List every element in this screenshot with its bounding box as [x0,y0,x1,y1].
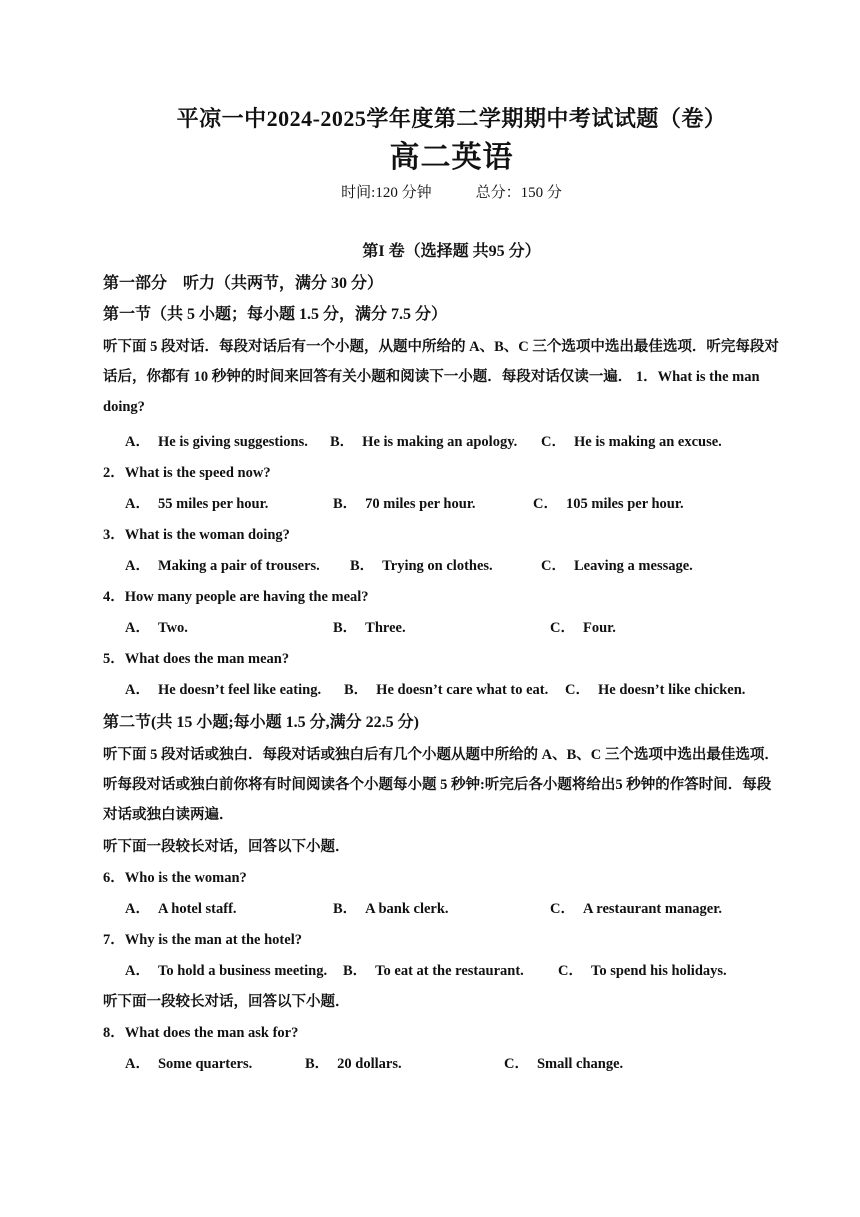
option-b: B． A bank clerk. [333,901,449,917]
volume-heading: 第I 卷（选择题 共95 分） [362,243,541,260]
option-b: B． He is making an apology. [330,434,518,450]
exam-time: 时间:120 分钟 [341,185,432,201]
section2-heading: 第二节(共 15 小题;每小题 1.5 分,满分 22.5 分) [103,714,419,731]
q3-options [103,555,782,577]
section2-instructions: 听下面 5 段对话或独白．每段对话或独白后有几个小题从题中所给的 A、B、C 三个选项中选出最佳选项．听每段对话或独白前你将有时间阅读各个小题每小题 5 秒钟:听完后各小题将给出5 秒钟的作答时间．每段对话或独白读两遍． [103,747,779,823]
exam-header [103,0,782,204]
option-c: C． Four. [550,620,616,636]
option-a: A． Some quarters. [125,1056,253,1072]
option-b: B． Trying on clothes. [350,558,493,574]
option-a: A． Two. [125,620,188,636]
question-4: 4．How many people are having the meal? [103,589,369,605]
q4-options [103,617,782,639]
q6-options [103,898,782,920]
q1-options [103,431,782,453]
option-c: C． To spend his holidays. [558,963,727,979]
section1-heading: 第一节（共 5 小题；每小题 1.5 分，满分 7.5 分） [103,306,448,323]
q2-options [103,493,782,515]
question-8: 8．What does the man ask for? [103,1025,299,1041]
option-b: B． He doesn’t care what to eat. [344,682,549,698]
option-c: C． 105 miles per hour. [533,496,684,512]
option-a: A． To hold a business meeting. [125,963,328,979]
option-a: A． He is giving suggestions. [125,434,308,450]
option-b: B． To eat at the restaurant. [343,963,524,979]
section2-note-2: 听下面一段较长对话，回答以下小题． [103,994,350,1010]
question-3: 3．What is the woman doing? [103,527,290,543]
exam-meta [121,182,782,204]
question-5: 5．What does the man mean? [103,651,290,667]
q5-options [103,679,782,701]
option-b: B． 70 miles per hour. [333,496,476,512]
exam-total: 总分：150 分 [475,185,562,201]
option-c: C． Small change. [504,1056,624,1072]
option-c: C． He is making an excuse. [541,434,722,450]
option-c: C． Leaving a message. [541,558,693,574]
exam-subject: 高二英语 [389,141,514,174]
section1-instructions: 听下面 5 段对话．每段对话后有一个小题，从题中所给的 A、B、C 三个选项中选出最佳选项．听完每段对话后，你都有 10 秒钟的时间来回答有关小题和阅读下一小题．每段对话仅读一遍． 1．What is the man doing? [103,339,779,415]
part1-heading: 第一部分 听力（共两节，满分 30 分） [103,275,384,292]
question-6: 6．Who is the woman? [103,870,247,886]
option-a: A． He doesn’t feel like eating. [125,682,322,698]
option-c: C． He doesn’t like chicken. [565,682,746,698]
question-7: 7．Why is the man at the hotel? [103,932,302,948]
option-b: B． Three. [333,620,406,636]
question-2: 2．What is the speed now? [103,465,271,481]
option-b: B． 20 dollars. [305,1056,402,1072]
option-a: A． Making a pair of trousers. [125,558,320,574]
exam-title: 平凉一中2024-2025学年度第二学期期中考试试题（卷） [176,106,727,131]
q8-options [103,1053,782,1075]
option-c: C． A restaurant manager. [550,901,722,917]
q7-options [103,960,782,982]
option-a: A． 55 miles per hour. [125,496,269,512]
section2-note-1: 听下面一段较长对话，回答以下小题． [103,839,350,855]
option-a: A． A hotel staff. [125,901,237,917]
